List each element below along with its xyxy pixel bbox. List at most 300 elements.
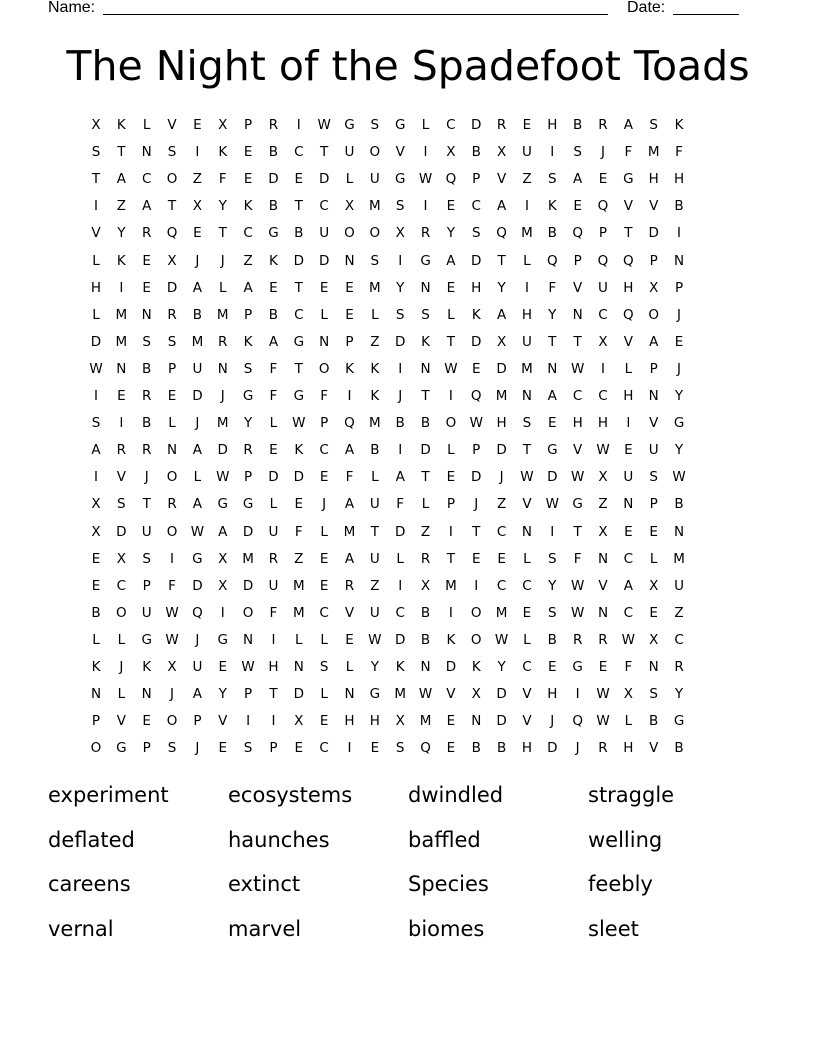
grid-letter: I: [347, 388, 352, 404]
grid-letter: I: [246, 713, 251, 730]
grid-letter: A: [192, 496, 203, 513]
grid-letter: X: [649, 279, 659, 296]
grid-letter: L: [92, 306, 100, 323]
grid-letter: T: [294, 279, 303, 296]
grid-letter: K: [116, 117, 126, 133]
grid-letter: I: [448, 523, 453, 540]
word-bank-item: marvel: [228, 916, 302, 941]
date-label: Date:: [627, 0, 666, 16]
grid-letter: B: [471, 740, 481, 757]
grid-letter: I: [601, 360, 605, 377]
grid-letter: L: [447, 442, 455, 459]
grid-letter: S: [167, 333, 177, 350]
grid-letter: M: [673, 550, 685, 567]
grid-letter: C: [294, 144, 304, 161]
grid-letter: V: [395, 144, 405, 161]
grid-letter: G: [293, 333, 305, 350]
grid-letter: I: [448, 388, 453, 404]
grid-letter: U: [369, 496, 380, 513]
grid-letter: F: [269, 604, 278, 621]
grid-letter: C: [623, 550, 634, 567]
grid-letter: T: [294, 198, 303, 215]
grid-letter: Z: [674, 604, 684, 621]
grid-letter: V: [218, 713, 228, 730]
grid-letter: I: [296, 117, 301, 133]
grid-letter: E: [370, 740, 380, 757]
grid-letter: T: [421, 469, 430, 486]
grid-letter: M: [115, 333, 128, 350]
grid-letter: R: [420, 225, 431, 242]
grid-letter: E: [142, 279, 151, 296]
grid-letter: W: [570, 360, 585, 377]
grid-letter: J: [677, 306, 682, 323]
grid-letter: G: [217, 496, 228, 513]
grid-letter: A: [344, 442, 355, 459]
grid-letter: W: [494, 631, 509, 648]
grid-letter: L: [320, 686, 328, 703]
grid-letter: K: [547, 198, 557, 215]
grid-letter: Y: [218, 686, 227, 703]
grid-letter: O: [470, 631, 482, 648]
grid-letter: Y: [497, 659, 506, 675]
word-bank-item: welling: [588, 827, 663, 852]
grid-letter: L: [193, 469, 202, 486]
grid-letter: E: [91, 577, 101, 594]
grid-letter: G: [242, 388, 254, 404]
grid-letter: I: [347, 740, 352, 757]
grid-letter: G: [394, 171, 406, 188]
grid-letter: P: [269, 740, 278, 757]
grid-letter: R: [116, 442, 127, 459]
grid-letter: N: [420, 659, 431, 675]
grid-letter: S: [117, 496, 126, 513]
grid-letter: K: [446, 631, 456, 648]
grid-letter: S: [471, 225, 481, 242]
grid-letter: S: [421, 306, 430, 323]
grid-letter: W: [292, 415, 306, 432]
grid-letter: W: [520, 469, 534, 486]
grid-letter: S: [370, 117, 380, 133]
grid-letter: G: [344, 117, 355, 133]
grid-letter: W: [570, 469, 585, 486]
grid-letter: S: [243, 360, 253, 377]
grid-letter: N: [521, 388, 532, 404]
grid-letter: L: [92, 631, 100, 648]
grid-letter: X: [649, 631, 659, 648]
grid-letter: P: [573, 252, 582, 269]
grid-letter: B: [471, 144, 481, 161]
grid-letter: N: [648, 388, 659, 404]
grid-letter: H: [623, 388, 634, 404]
grid-letter: S: [649, 686, 658, 703]
grid-letter: C: [243, 225, 253, 242]
grid-letter: W: [672, 469, 686, 486]
grid-letter: B: [142, 415, 152, 432]
word-bank-item: dwindled: [408, 783, 504, 807]
grid-letter: K: [471, 306, 481, 323]
grid-letter: L: [295, 631, 303, 648]
grid-letter: J: [398, 388, 403, 404]
grid-letter: B: [674, 740, 684, 757]
grid-letter: M: [521, 360, 533, 377]
grid-letter: G: [623, 171, 634, 188]
grid-letter: Q: [445, 171, 457, 188]
grid-letter: Z: [370, 577, 380, 594]
grid-letter: E: [624, 442, 633, 459]
grid-letter: L: [117, 631, 126, 648]
grid-letter: J: [322, 496, 327, 513]
grid-letter: B: [268, 198, 279, 215]
grid-letter: K: [345, 360, 354, 377]
grid-letter: H: [521, 740, 533, 757]
grid-letter: X: [218, 550, 228, 567]
grid-letter: A: [623, 577, 633, 594]
grid-letter: K: [471, 659, 481, 675]
grid-letter: E: [649, 604, 658, 621]
grid-letter: T: [294, 360, 303, 377]
grid-letter: E: [446, 279, 456, 296]
grid-letter: E: [446, 469, 456, 486]
grid-letter: J: [195, 631, 200, 648]
grid-letter: E: [598, 659, 608, 675]
grid-letter: N: [319, 333, 330, 350]
grid-letter: N: [673, 252, 685, 269]
grid-letter: D: [268, 171, 279, 188]
grid-letter: Y: [497, 279, 506, 296]
grid-letter: L: [168, 415, 176, 432]
grid-letter: Y: [370, 659, 379, 675]
grid-letter: W: [621, 631, 636, 648]
grid-letter: D: [268, 469, 279, 486]
grid-letter: I: [398, 360, 403, 377]
grid-letter: N: [116, 360, 127, 377]
grid-letter: E: [345, 306, 354, 323]
grid-letter: O: [369, 225, 381, 242]
grid-letter: A: [649, 333, 659, 350]
grid-letter: X: [496, 333, 507, 350]
grid-letter: N: [141, 686, 152, 703]
grid-letter: R: [141, 442, 152, 459]
grid-letter: K: [218, 144, 228, 161]
grid-letter: P: [446, 496, 455, 513]
grid-letter: B: [547, 225, 557, 242]
grid-letter: I: [550, 144, 555, 161]
grid-letter: N: [293, 659, 304, 675]
grid-letter: C: [395, 604, 405, 621]
grid-letter: D: [293, 469, 304, 486]
grid-letter: U: [369, 604, 380, 621]
grid-letter: E: [548, 659, 557, 675]
grid-letter: X: [167, 252, 177, 269]
grid-letter: I: [448, 604, 453, 621]
grid-letter: L: [396, 550, 404, 567]
grid-letter: M: [445, 577, 457, 594]
grid-letter: Y: [674, 442, 684, 459]
grid-letter: C: [446, 117, 456, 133]
grid-letter: V: [344, 604, 355, 621]
grid-letter: O: [470, 604, 482, 621]
grid-letter: J: [550, 713, 555, 730]
grid-letter: I: [119, 415, 124, 432]
grid-letter: Q: [470, 388, 482, 404]
grid-letter: X: [192, 198, 203, 215]
grid-letter: P: [244, 117, 253, 133]
grid-letter: V: [446, 686, 456, 703]
grid-letter: G: [673, 713, 685, 730]
grid-letter: R: [598, 740, 608, 757]
grid-letter: E: [117, 388, 126, 404]
grid-letter: C: [471, 198, 481, 215]
grid-letter: M: [292, 577, 305, 594]
grid-letter: D: [496, 360, 507, 377]
grid-letter: B: [294, 225, 304, 242]
grid-letter: H: [268, 659, 279, 675]
grid-letter: Y: [674, 388, 684, 404]
grid-letter: N: [141, 306, 152, 323]
grid-letter: S: [395, 740, 405, 757]
grid-letter: O: [445, 415, 457, 432]
grid-letter: I: [195, 144, 200, 161]
grid-letter: K: [116, 252, 126, 269]
grid-letter: A: [496, 306, 507, 323]
grid-letter: E: [319, 577, 329, 594]
grid-letter: T: [91, 171, 101, 188]
grid-letter: B: [91, 604, 101, 621]
grid-letter: L: [320, 523, 328, 540]
grid-letter: V: [167, 117, 177, 133]
grid-letter: E: [624, 523, 633, 540]
grid-letter: U: [141, 604, 152, 621]
grid-letter: G: [547, 442, 558, 459]
grid-letter: H: [623, 740, 634, 757]
grid-letter: W: [596, 442, 610, 459]
grid-letter: C: [522, 577, 532, 594]
grid-letter: B: [420, 631, 431, 648]
grid-letter: H: [496, 415, 507, 432]
grid-letter: J: [119, 659, 124, 675]
grid-letter: Z: [598, 496, 608, 513]
grid-letter: B: [573, 117, 583, 133]
grid-letter: G: [673, 415, 685, 432]
grid-letter: O: [166, 523, 178, 540]
grid-letter: F: [396, 496, 405, 513]
grid-letter: D: [420, 442, 431, 459]
grid-letter: Y: [218, 198, 227, 215]
grid-letter: X: [344, 198, 355, 215]
grid-letter: V: [91, 225, 101, 242]
grid-letter: L: [345, 171, 354, 188]
grid-letter: M: [115, 306, 128, 323]
grid-letter: E: [674, 333, 684, 350]
grid-letter: L: [371, 306, 379, 323]
grid-letter: B: [674, 198, 684, 215]
grid-letter: K: [370, 360, 380, 377]
grid-letter: H: [597, 415, 609, 432]
grid-letter: M: [419, 713, 432, 730]
grid-letter: G: [420, 252, 431, 269]
grid-letter: U: [192, 360, 203, 377]
grid-letter: U: [319, 225, 330, 242]
word-bank-item: deflated: [48, 827, 135, 852]
grid-letter: T: [472, 523, 481, 540]
grid-letter: Z: [243, 252, 253, 269]
grid-letter: T: [218, 225, 227, 242]
grid-letter: N: [547, 360, 558, 377]
grid-letter: L: [345, 659, 354, 675]
grid-letter: R: [243, 442, 253, 459]
grid-letter: D: [496, 442, 507, 459]
grid-letter: P: [244, 686, 253, 703]
grid-letter: C: [496, 523, 507, 540]
grid-letter: I: [119, 279, 124, 296]
grid-letter: A: [547, 388, 557, 404]
page-title: The Night of the Spadefoot Toads: [66, 42, 750, 90]
grid-letter: Q: [420, 740, 431, 757]
grid-letter: H: [572, 415, 583, 432]
grid-letter: E: [471, 550, 481, 567]
grid-letter: H: [521, 306, 533, 323]
grid-letter: S: [370, 252, 380, 269]
grid-letter: C: [598, 306, 608, 323]
grid-letter: V: [522, 686, 532, 703]
grid-letter: S: [91, 415, 101, 432]
grid-letter: M: [369, 198, 381, 215]
grid-letter: E: [497, 550, 506, 567]
grid-letter: W: [444, 360, 458, 377]
grid-letter: R: [572, 631, 583, 648]
grid-letter: Y: [674, 686, 684, 703]
grid-letter: H: [90, 279, 102, 296]
grid-letter: E: [598, 171, 608, 188]
name-label: Name:: [48, 0, 96, 16]
grid-letter: H: [547, 686, 558, 703]
grid-letter: N: [243, 631, 254, 648]
grid-letter: I: [550, 523, 555, 540]
grid-letter: L: [218, 279, 227, 296]
grid-letter: P: [142, 577, 151, 594]
grid-letter: R: [598, 117, 608, 133]
grid-letter: R: [496, 117, 507, 133]
grid-letter: P: [472, 171, 481, 188]
grid-letter: B: [268, 144, 279, 161]
grid-letter: B: [496, 740, 507, 757]
grid-letter: A: [91, 442, 101, 459]
grid-letter: R: [598, 631, 608, 648]
grid-letter: D: [394, 523, 406, 540]
grid-letter: D: [445, 659, 457, 675]
grid-letter: I: [626, 415, 631, 432]
grid-letter: E: [294, 171, 304, 188]
grid-letter: G: [572, 659, 583, 675]
grid-letter: A: [395, 469, 405, 486]
grid-letter: E: [142, 713, 151, 730]
grid-letter: R: [420, 550, 431, 567]
grid-letter: X: [598, 469, 608, 486]
grid-letter: K: [370, 388, 380, 404]
grid-letter: K: [294, 442, 304, 459]
grid-letter: D: [192, 577, 203, 594]
grid-letter: Q: [597, 252, 609, 269]
grid-letter: X: [623, 686, 633, 703]
grid-letter: R: [167, 306, 177, 323]
grid-letter: D: [318, 171, 330, 188]
grid-letter: V: [649, 740, 659, 757]
grid-letter: S: [243, 740, 253, 757]
grid-letter: R: [141, 388, 152, 404]
grid-letter: V: [598, 577, 608, 594]
grid-letter: X: [167, 659, 177, 675]
grid-letter: K: [91, 659, 101, 675]
grid-letter: D: [471, 469, 482, 486]
grid-letter: U: [344, 144, 355, 161]
grid-letter: C: [598, 388, 608, 404]
grid-letter: D: [496, 713, 507, 730]
grid-letter: L: [421, 496, 430, 513]
grid-letter: Z: [420, 523, 431, 540]
grid-letter: J: [575, 740, 580, 757]
grid-letter: S: [573, 144, 582, 161]
grid-letter: E: [522, 117, 532, 133]
grid-letter: T: [497, 252, 506, 269]
grid-letter: E: [446, 740, 456, 757]
grid-letter: U: [623, 469, 634, 486]
grid-letter: W: [165, 631, 179, 648]
grid-letter: L: [523, 631, 531, 648]
grid-letter: Z: [370, 333, 380, 350]
grid-letter: L: [624, 713, 633, 730]
grid-letter: V: [623, 198, 633, 215]
grid-letter: U: [141, 523, 152, 540]
word-bank-item: biomes: [408, 916, 485, 941]
grid-letter: J: [195, 252, 200, 269]
grid-letter: C: [572, 388, 583, 404]
grid-letter: N: [166, 442, 178, 459]
grid-letter: N: [217, 360, 228, 377]
grid-letter: J: [195, 740, 200, 757]
grid-letter: W: [190, 523, 205, 540]
grid-letter: X: [446, 144, 456, 161]
grid-letter: G: [268, 225, 279, 242]
grid-letter: E: [269, 442, 278, 459]
grid-letter: W: [165, 604, 179, 621]
grid-letter: D: [242, 577, 254, 594]
grid-letter: N: [420, 279, 431, 296]
grid-letter: N: [344, 252, 355, 269]
grid-letter: E: [319, 713, 329, 730]
grid-letter: D: [90, 333, 102, 350]
grid-letter: N: [90, 686, 102, 703]
grid-letter: H: [547, 117, 558, 133]
grid-letter: C: [522, 659, 532, 675]
grid-letter: D: [217, 442, 228, 459]
grid-letter: H: [471, 279, 482, 296]
grid-letter: E: [243, 171, 253, 188]
grid-letter: P: [320, 415, 329, 432]
grid-letter: W: [418, 171, 433, 188]
grid-letter: H: [369, 713, 380, 730]
grid-letter: S: [548, 604, 557, 621]
grid-letter: R: [674, 659, 684, 675]
grid-letter: N: [597, 604, 609, 621]
word-bank-item: baffled: [408, 827, 481, 852]
grid-letter: E: [142, 252, 151, 269]
grid-letter: V: [116, 713, 126, 730]
grid-letter: X: [598, 523, 608, 540]
grid-letter: E: [193, 225, 202, 242]
grid-letter: G: [369, 686, 381, 703]
grid-letter: A: [268, 333, 279, 350]
word-bank-item: Species: [408, 872, 489, 896]
